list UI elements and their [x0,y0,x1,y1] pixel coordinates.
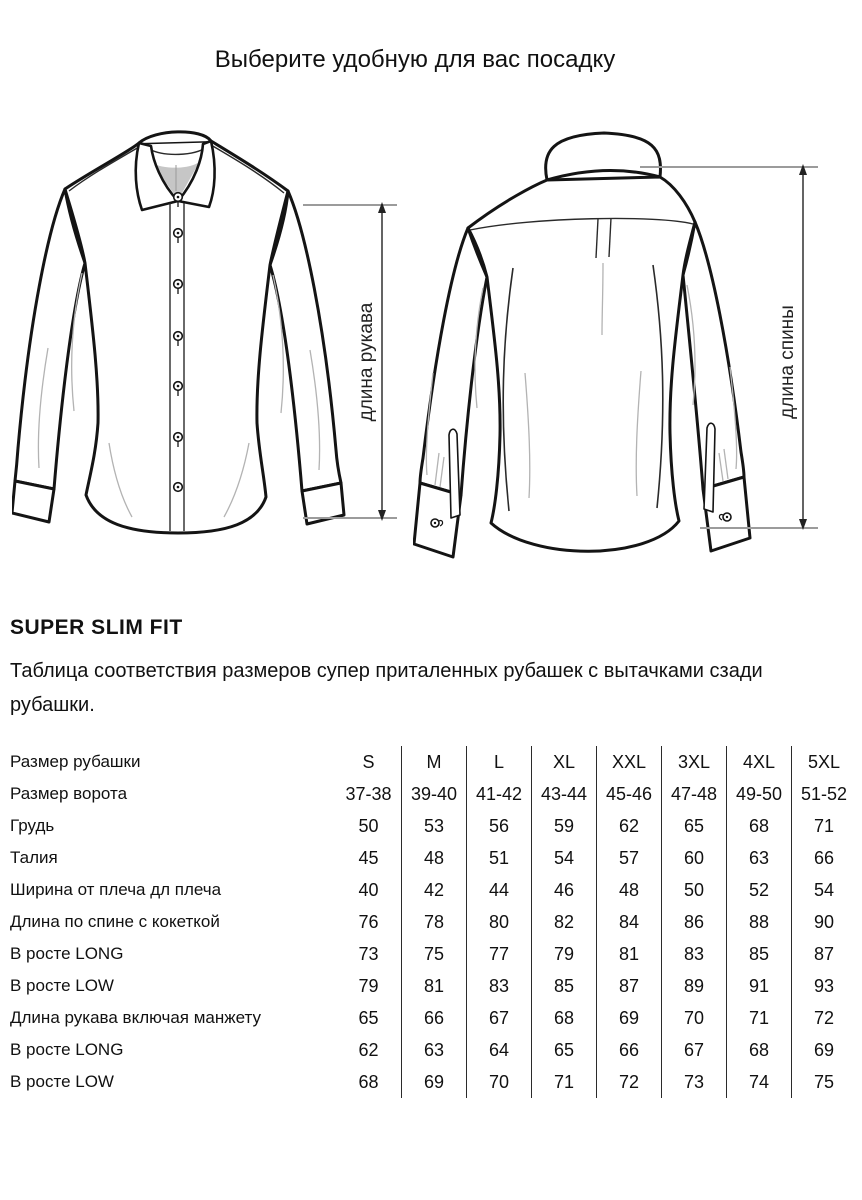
size-table-row-label: Размер ворота [10,784,128,803]
size-table-cell: 81 [401,970,466,1002]
page-title: Выберите удобную для вас посадку [214,46,616,73]
size-table-cell: 68 [726,810,791,842]
size-table-cell: L [466,746,531,778]
size-table-cell: 65 [531,1034,596,1066]
size-table-cell: 66 [401,1002,466,1034]
size-table-cell: 60 [661,842,726,874]
size-table-cell: 71 [531,1066,596,1098]
size-table-cell: 5XL [791,746,856,778]
size-table-cell: 73 [661,1066,726,1098]
size-table-cell: 40 [358,879,379,900]
size-table-row-label: Длина рукава включая манжету [10,1008,262,1027]
size-table-cell: 76 [358,911,379,932]
size-table-cell: 52 [726,874,791,906]
size-table-cell: XXL [596,746,661,778]
size-table-cell: 89 [661,970,726,1002]
size-table-row-label: Ширина от плеча дл плеча [10,880,222,899]
size-table-cell: 67 [661,1034,726,1066]
size-table-cell: 82 [531,906,596,938]
front-left-sleeve [15,189,85,489]
size-table-cell: 64 [466,1034,531,1066]
size-table-cell: 77 [466,938,531,970]
sleeve-length-arrowhead-bottom [378,510,386,521]
size-table-cell: 69 [791,1034,856,1066]
size-table-cell: 74 [726,1066,791,1098]
size-table-cell: 83 [661,938,726,970]
sleeve-length-arrowhead-top [378,202,386,213]
size-table-cell: 45 [358,847,379,868]
size-table-cell: 91 [726,970,791,1002]
size-table-cell: 49-50 [726,778,791,810]
size-table-cell: 68 [531,1002,596,1034]
size-table-cell: 54 [791,874,856,906]
size-table-cell: 93 [791,970,856,1002]
size-table-cell: 46 [531,874,596,906]
size-table-cell: 66 [596,1034,661,1066]
sleeve-length-dimension [295,198,400,528]
size-table-cell: 68 [726,1034,791,1066]
size-table-row-label: Грудь [10,816,55,835]
size-table-cell: 88 [726,906,791,938]
size-table-row-label: В росте LONG [10,944,124,963]
size-table-row-label: В росте LOW [10,1072,114,1091]
size-table-cell: 37-38 [345,783,392,804]
size-table-cell: 87 [596,970,661,1002]
size-table-row-label: В росте LOW [10,976,114,995]
size-table-cell: 57 [596,842,661,874]
section-description: Таблица соответствия размеров супер приталенных рубашек с вытачками сзади рубашки. [10,660,763,716]
size-table-cell: 65 [358,1007,379,1028]
back-length-label: длина спины [777,305,798,419]
size-table-cell: 41-42 [466,778,531,810]
size-table-cell: 87 [791,938,856,970]
size-table-row-label: В росте LONG [10,1040,124,1059]
size-table-cell: 50 [661,874,726,906]
size-table-cell: 72 [596,1066,661,1098]
size-table-cell: 45-46 [596,778,661,810]
size-table-cell: 83 [466,970,531,1002]
size-table-cell: 53 [401,810,466,842]
size-table-cell: 47-48 [661,778,726,810]
size-table-cell: 39-40 [401,778,466,810]
size-table-cell: 80 [466,906,531,938]
size-table-cell: 68 [358,1071,379,1092]
size-table-cell: 71 [791,810,856,842]
size-table-cell: 67 [466,1002,531,1034]
size-table-cell: 50 [358,815,379,836]
size-table-cell: 69 [401,1066,466,1098]
size-table-cell: 59 [531,810,596,842]
size-table-cell: 85 [531,970,596,1002]
size-table-cell: 3XL [661,746,726,778]
size-table-cell: 75 [791,1066,856,1098]
size-table-cell: 69 [596,1002,661,1034]
size-table-cell: 70 [466,1066,531,1098]
size-table-cell: 51 [466,842,531,874]
size-table-cell: 48 [596,874,661,906]
size-table-cell: 66 [791,842,856,874]
size-table-cell: 56 [466,810,531,842]
size-table-cell: 44 [466,874,531,906]
size-table-cell: 86 [661,906,726,938]
size-table-cell: 71 [726,1002,791,1034]
size-table-cell: 54 [531,842,596,874]
size-table-cell: M [401,746,466,778]
size-table-cell: 75 [401,938,466,970]
size-table-cell: 79 [531,938,596,970]
size-table-cell: XL [531,746,596,778]
size-table-cell: 63 [726,842,791,874]
size-table-cell: 73 [358,943,379,964]
size-table-cell: 85 [726,938,791,970]
size-table-cell: 4XL [726,746,791,778]
size-table-cell: 90 [791,906,856,938]
size-table-row-label: Талия [10,848,58,867]
size-table-cell: 51-52 [791,778,856,810]
size-table-cell: 42 [401,874,466,906]
front-left-cuff [12,481,54,522]
size-table-cell: 81 [596,938,661,970]
size-table-cell: 79 [358,975,379,996]
size-table-cell: S [362,751,375,772]
size-table-cell: 72 [791,1002,856,1034]
size-table-cell: 84 [596,906,661,938]
section-heading: SUPER SLIM FIT [10,616,183,639]
size-table-cell: 78 [401,906,466,938]
size-table-cell: 62 [358,1039,379,1060]
size-table-cell: 63 [401,1034,466,1066]
size-table-row-label: Размер рубашки [10,752,141,771]
size-table-cell: 43-44 [531,778,596,810]
back-length-arrowhead-top [799,164,807,175]
size-table-cell: 70 [661,1002,726,1034]
size-table-cell: 48 [401,842,466,874]
size-table-cell: 65 [661,810,726,842]
sleeve-length-label: длина рукава [356,302,377,422]
size-table-row-label: Длина по спине с кокеткой [10,912,220,931]
size-table [10,746,856,1098]
size-table-cell: 62 [596,810,661,842]
